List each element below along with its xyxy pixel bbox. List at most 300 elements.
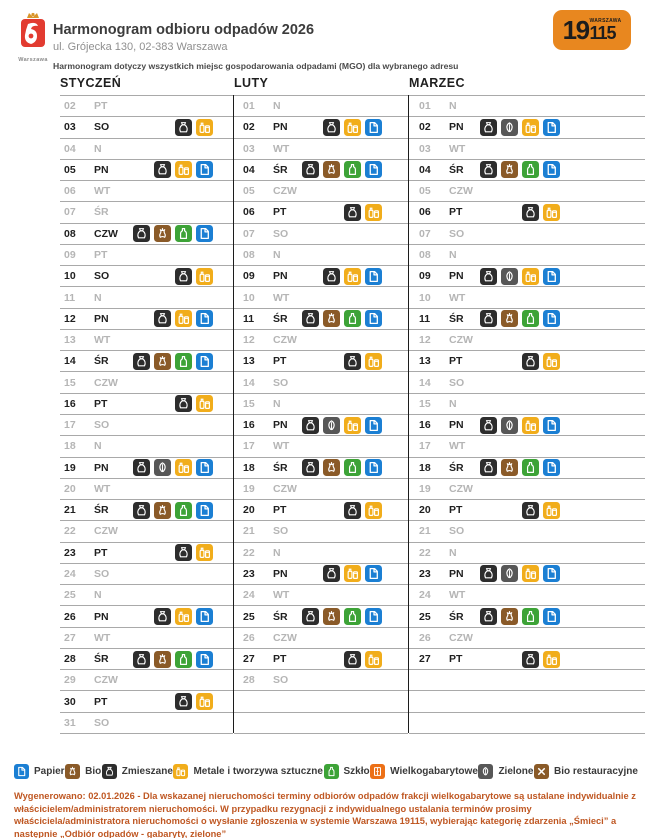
- day-number: 12: [243, 334, 255, 347]
- calendar-row: [234, 436, 408, 457]
- waste-icon-papier: [543, 268, 560, 285]
- day-of-week: PT: [273, 206, 287, 219]
- hotline-city: WARSZAWA: [589, 18, 622, 24]
- day-number: 19: [419, 482, 431, 495]
- day-number: 10: [64, 270, 76, 283]
- pickup-icons: [175, 395, 213, 412]
- waste-icon-metale: [543, 651, 560, 668]
- waste-icon-bio: [501, 310, 518, 327]
- calendar-row: [60, 309, 233, 330]
- pickup-icons: [344, 353, 382, 370]
- waste-icon-metale: [522, 119, 539, 136]
- calendar-row: [60, 500, 233, 521]
- footer-note: Wygenerowano: 02.01.2026 - Dla wskazanej nieruchomości terminy odbiorów odpadów frakcji wielkogabarytowe są ustalane indywidualnie z właścicielem/administratorem nieruchomości. W przypadku rezygnacji z indywidualnego ustalania terminów prosimy właściciela/administratora nieruchomości o wysłanie zgłoszenia w systemie Warszawa 19115, wybierając kategorię zdarzenia „Śmieci” a następnie „Odbiór odpadów - gabaryty, zielone”: [14, 791, 636, 838]
- pickup-icons: [522, 502, 560, 519]
- calendar-row: [234, 287, 408, 308]
- month-column-1: [60, 76, 233, 734]
- calendar-row: [234, 564, 408, 585]
- waste-icon-metale: [365, 651, 382, 668]
- day-of-week: N: [449, 100, 457, 113]
- day-number: 27: [419, 653, 431, 666]
- pickup-icons: [302, 459, 382, 476]
- day-number: 07: [419, 227, 431, 240]
- calendar-row: [234, 351, 408, 372]
- waste-icon-zmieszane: [154, 608, 171, 625]
- calendar-row: [409, 713, 645, 734]
- waste-icon-zmieszane: [133, 651, 150, 668]
- calendar-row: [60, 479, 233, 500]
- waste-icon-wielkogabarytowe: [370, 764, 385, 779]
- waste-icon-zmieszane: [102, 764, 117, 779]
- calendar-row: [409, 160, 645, 181]
- pickup-icons: [480, 268, 560, 285]
- day-number: 21: [243, 525, 255, 538]
- calendar-row: [409, 394, 645, 415]
- calendar-row: [409, 500, 645, 521]
- waste-icon-papier: [543, 417, 560, 434]
- day-of-week: WT: [273, 142, 290, 155]
- waste-icon-zmieszane: [302, 417, 319, 434]
- day-of-week: ŚR: [273, 461, 288, 474]
- waste-icon-zielone: [501, 119, 518, 136]
- day-of-week: PN: [273, 270, 288, 283]
- calendar-row: [60, 628, 233, 649]
- day-number: 01: [243, 100, 255, 113]
- waste-icon-metale: [522, 565, 539, 582]
- calendar-row: [60, 415, 233, 436]
- legend-item-zmieszane: [102, 764, 173, 779]
- calendar-row: [60, 670, 233, 691]
- day-number: 26: [243, 631, 255, 644]
- day-number: 04: [243, 163, 255, 176]
- day-of-week: CZW: [94, 376, 118, 389]
- day-of-week: PN: [449, 567, 464, 580]
- waste-icon-papier: [365, 161, 382, 178]
- day-of-week: N: [94, 142, 102, 155]
- day-of-week: WT: [449, 291, 466, 304]
- calendar-row: [409, 521, 645, 542]
- day-of-week: CZW: [94, 227, 118, 240]
- waste-icon-zielone: [501, 268, 518, 285]
- waste-icon-papier: [365, 119, 382, 136]
- waste-icon-zmieszane: [522, 353, 539, 370]
- day-number: 02: [64, 100, 76, 113]
- calendar-row: [60, 372, 233, 393]
- waste-icon-zmieszane: [344, 353, 361, 370]
- waste-icon-papier: [196, 225, 213, 242]
- pickup-icons: [323, 268, 382, 285]
- day-of-week: SO: [449, 227, 465, 240]
- day-number: 02: [243, 121, 255, 134]
- waste-icon-papier: [196, 459, 213, 476]
- day-of-week: N: [273, 100, 281, 113]
- day-of-week: WT: [449, 589, 466, 602]
- day-of-week: CZW: [273, 631, 297, 644]
- waste-icon-bio: [323, 608, 340, 625]
- waste-icon-metale: [522, 268, 539, 285]
- month-title: STYCZEŃ: [60, 76, 122, 90]
- waste-icon-papier: [543, 119, 560, 136]
- waste-icon-szklo: [522, 459, 539, 476]
- legend-label: Metale i tworzywa sztuczne: [193, 766, 323, 777]
- calendar-row: [409, 628, 645, 649]
- calendar-row: [409, 117, 645, 138]
- waste-icon-zmieszane: [133, 225, 150, 242]
- day-number: 09: [64, 248, 76, 261]
- waste-icon-szklo: [175, 502, 192, 519]
- day-of-week: ŚR: [273, 163, 288, 176]
- waste-icon-papier: [543, 459, 560, 476]
- pickup-icons: [344, 502, 382, 519]
- waste-icon-zmieszane: [522, 204, 539, 221]
- waste-icon-papier: [196, 608, 213, 625]
- calendar-row: [409, 351, 645, 372]
- day-of-week: PN: [273, 567, 288, 580]
- waste-icon-szklo: [522, 310, 539, 327]
- day-of-week: N: [449, 248, 457, 261]
- pickup-icons: [323, 119, 382, 136]
- calendar-row: [409, 670, 645, 691]
- pickup-icons: [480, 119, 560, 136]
- calendar-row: [60, 117, 233, 138]
- day-of-week: PT: [273, 355, 287, 368]
- calendar-row: [234, 649, 408, 670]
- waste-icon-papier: [543, 161, 560, 178]
- day-number: 09: [243, 270, 255, 283]
- pickup-icons: [133, 353, 213, 370]
- calendar-row: [409, 415, 645, 436]
- waste-icon-zmieszane: [302, 310, 319, 327]
- waste-icon-bio: [323, 161, 340, 178]
- day-of-week: CZW: [94, 674, 118, 687]
- day-of-week: SO: [94, 716, 110, 729]
- calendar-row: [409, 479, 645, 500]
- calendar-row: [60, 96, 233, 117]
- legend-label: Zmieszane: [121, 766, 173, 777]
- waste-icon-szklo: [344, 161, 361, 178]
- calendar-row: [60, 564, 233, 585]
- day-number: 08: [243, 248, 255, 261]
- waste-icon-metale: [365, 204, 382, 221]
- calendar-row: [60, 458, 233, 479]
- calendar-row: [234, 139, 408, 160]
- waste-icon-bio: [501, 459, 518, 476]
- day-number: 18: [419, 461, 431, 474]
- month-title: LUTY: [234, 76, 269, 90]
- day-number: 06: [243, 206, 255, 219]
- day-of-week: SO: [273, 227, 289, 240]
- calendar-row: [409, 543, 645, 564]
- waste-icon-metale: [196, 693, 213, 710]
- calendar-row: [60, 649, 233, 670]
- day-of-week: CZW: [449, 482, 473, 495]
- waste-icon-zmieszane: [522, 502, 539, 519]
- pickup-icons: [323, 565, 382, 582]
- calendar-row: [409, 330, 645, 351]
- day-number: 03: [419, 142, 431, 155]
- day-number: 13: [243, 355, 255, 368]
- warsaw-logo: [12, 12, 54, 66]
- waste-icon-szklo: [175, 225, 192, 242]
- waste-icon-zmieszane: [480, 119, 497, 136]
- day-of-week: N: [273, 397, 281, 410]
- calendar-row: [409, 309, 645, 330]
- waste-icon-szklo: [522, 161, 539, 178]
- day-of-week: CZW: [273, 185, 297, 198]
- day-number: 17: [64, 419, 76, 432]
- pickup-icons: [480, 310, 560, 327]
- waste-icon-zielone: [323, 417, 340, 434]
- waste-icon-bio-restauracyjne: [534, 764, 549, 779]
- day-number: 04: [419, 163, 431, 176]
- day-of-week: PT: [449, 504, 463, 517]
- day-of-week: PN: [94, 163, 109, 176]
- waste-icon-bio: [154, 651, 171, 668]
- calendar-row: [409, 245, 645, 266]
- day-of-week: WT: [449, 440, 466, 453]
- legend-item-bio-restauracyjne: [534, 764, 638, 779]
- day-number: 17: [243, 440, 255, 453]
- waste-icon-papier: [196, 161, 213, 178]
- day-of-week: PN: [449, 270, 464, 283]
- calendar-row: [409, 585, 645, 606]
- day-number: 11: [64, 291, 76, 304]
- calendar-row: [409, 458, 645, 479]
- waste-icon-papier: [365, 459, 382, 476]
- pickup-icons: [133, 502, 213, 519]
- day-of-week: PT: [273, 504, 287, 517]
- waste-icon-zmieszane: [480, 161, 497, 178]
- legend-item-wielkogabarytowe: [370, 764, 478, 779]
- day-number: 01: [419, 100, 431, 113]
- calendar-row: [409, 202, 645, 223]
- day-number: 10: [243, 291, 255, 304]
- calendar-row: [234, 96, 408, 117]
- day-number: 02: [419, 121, 431, 134]
- day-number: 04: [64, 142, 76, 155]
- day-number: 08: [64, 227, 76, 240]
- waste-icon-metale: [175, 608, 192, 625]
- day-number: 25: [64, 589, 76, 602]
- waste-icon-szklo: [344, 459, 361, 476]
- waste-icon-zmieszane: [175, 395, 192, 412]
- waste-icon-zmieszane: [522, 651, 539, 668]
- day-of-week: SO: [273, 674, 289, 687]
- calendar-row: [234, 543, 408, 564]
- calendar-row: [60, 713, 233, 734]
- hotline-19: 19: [562, 15, 589, 45]
- waste-icon-szklo: [344, 608, 361, 625]
- day-number: 23: [243, 567, 255, 580]
- day-of-week: WT: [449, 142, 466, 155]
- waste-icon-bio: [323, 459, 340, 476]
- waste-icon-zmieszane: [175, 268, 192, 285]
- day-number: 18: [64, 440, 76, 453]
- day-of-week: N: [94, 589, 102, 602]
- schedule-note: Harmonogram dotyczy wszystkich miejsc gospodarowania odpadami (MGO) dla wybranego adresu: [53, 61, 459, 71]
- day-number: 06: [419, 206, 431, 219]
- pickup-icons: [175, 268, 213, 285]
- waste-icon-bio: [65, 764, 80, 779]
- day-of-week: PN: [94, 461, 109, 474]
- hotline-19115-logo: [553, 10, 631, 50]
- calendar-row: [60, 287, 233, 308]
- day-number: 20: [419, 504, 431, 517]
- calendar-row: [409, 691, 645, 712]
- waste-icon-zielone: [478, 764, 493, 779]
- legend-label: Bio restauracyjne: [554, 766, 638, 777]
- day-of-week: N: [273, 248, 281, 261]
- calendar-row: [60, 606, 233, 627]
- waste-icon-papier: [196, 651, 213, 668]
- day-number: 15: [419, 397, 431, 410]
- day-number: 07: [64, 206, 76, 219]
- calendar-row: [60, 266, 233, 287]
- day-of-week: SO: [273, 525, 289, 538]
- day-of-week: N: [94, 291, 102, 304]
- day-number: 05: [243, 185, 255, 198]
- day-number: 06: [64, 185, 76, 198]
- legend-label: Papier: [34, 766, 65, 777]
- calendar-row: [234, 224, 408, 245]
- calendar-row: [234, 372, 408, 393]
- day-number: 16: [419, 419, 431, 432]
- waste-icon-zmieszane: [344, 651, 361, 668]
- waste-icon-szklo: [344, 310, 361, 327]
- day-number: 30: [64, 695, 76, 708]
- day-of-week: PT: [449, 206, 463, 219]
- day-of-week: WT: [273, 291, 290, 304]
- day-of-week: ŚR: [94, 206, 109, 219]
- pickup-icons: [133, 225, 213, 242]
- waste-icon-papier: [196, 353, 213, 370]
- month-title: MARZEC: [409, 76, 465, 90]
- day-number: 08: [419, 248, 431, 261]
- day-of-week: CZW: [273, 334, 297, 347]
- day-of-week: PT: [94, 397, 108, 410]
- pickup-icons: [302, 608, 382, 625]
- day-of-week: ŚR: [94, 504, 109, 517]
- waste-icon-papier: [543, 565, 560, 582]
- calendar-row: [409, 606, 645, 627]
- day-of-week: SO: [273, 376, 289, 389]
- day-of-week: PN: [94, 610, 109, 623]
- day-number: 24: [64, 567, 76, 580]
- waste-icon-szklo: [175, 651, 192, 668]
- calendar-row: [234, 713, 408, 734]
- waste-icon-zmieszane: [133, 502, 150, 519]
- pickup-icons: [344, 204, 382, 221]
- calendar-row: [60, 521, 233, 542]
- day-of-week: PT: [94, 100, 108, 113]
- waste-icon-zmieszane: [302, 608, 319, 625]
- day-of-week: ŚR: [449, 610, 464, 623]
- waste-icon-zmieszane: [323, 565, 340, 582]
- waste-icon-metale: [196, 544, 213, 561]
- pickup-icons: [480, 459, 560, 476]
- calendar-row: [234, 202, 408, 223]
- pickup-icons: [480, 565, 560, 582]
- waste-icon-metale: [344, 119, 361, 136]
- pickup-icons: [480, 417, 560, 434]
- waste-icon-metale: [365, 353, 382, 370]
- day-of-week: SO: [449, 525, 465, 538]
- day-number: 24: [419, 589, 431, 602]
- waste-icon-zielone: [154, 459, 171, 476]
- calendar-row: [234, 394, 408, 415]
- waste-icon-metale: [175, 459, 192, 476]
- waste-icon-metale: [173, 764, 188, 779]
- waste-icon-szklo: [522, 608, 539, 625]
- day-number: 21: [419, 525, 431, 538]
- waste-icon-metale: [543, 353, 560, 370]
- pickup-icons: [302, 417, 382, 434]
- waste-icon-bio: [501, 161, 518, 178]
- calendar-row: [234, 330, 408, 351]
- legend-label: Szkło: [343, 766, 370, 777]
- waste-icon-metale: [522, 417, 539, 434]
- day-number: 22: [64, 525, 76, 538]
- day-of-week: ŚR: [273, 312, 288, 325]
- legend-item-szklo: [324, 764, 370, 779]
- day-of-week: PT: [94, 546, 108, 559]
- day-number: 23: [64, 546, 76, 559]
- day-number: 13: [64, 334, 76, 347]
- day-of-week: PT: [449, 355, 463, 368]
- calendar-row: [234, 585, 408, 606]
- waste-icon-metale: [196, 268, 213, 285]
- waste-icon-zmieszane: [480, 417, 497, 434]
- day-of-week: PT: [449, 653, 463, 666]
- day-of-week: WT: [94, 185, 111, 198]
- waste-icon-zmieszane: [175, 693, 192, 710]
- legend-item-papier: [14, 764, 65, 779]
- waste-icon-metale: [175, 310, 192, 327]
- pickup-icons: [302, 310, 382, 327]
- waste-icon-bio: [323, 310, 340, 327]
- month-column-3: [409, 76, 645, 734]
- warsaw-crest-icon: [16, 12, 50, 56]
- calendar-row: [60, 160, 233, 181]
- day-of-week: ŚR: [94, 653, 109, 666]
- day-of-week: PN: [273, 121, 288, 134]
- waste-icon-zmieszane: [175, 544, 192, 561]
- calendar-row: [409, 372, 645, 393]
- day-of-week: N: [449, 546, 457, 559]
- waste-icon-papier: [365, 310, 382, 327]
- day-of-week: PN: [449, 121, 464, 134]
- month-column-2: [234, 76, 408, 734]
- day-number: 22: [243, 546, 255, 559]
- day-of-week: ŚR: [449, 312, 464, 325]
- day-number: 31: [64, 716, 76, 729]
- pickup-icons: [154, 161, 213, 178]
- pickup-icons: [133, 459, 213, 476]
- waste-icon-zmieszane: [480, 268, 497, 285]
- calendar-row: [60, 585, 233, 606]
- day-of-week: N: [449, 397, 457, 410]
- day-number: 16: [64, 397, 76, 410]
- day-number: 12: [419, 334, 431, 347]
- day-number: 17: [419, 440, 431, 453]
- warsaw-logo-label: Warszawa: [18, 57, 48, 63]
- day-number: 10: [419, 291, 431, 304]
- legend-label: Zielone: [498, 766, 534, 777]
- day-number: 15: [64, 376, 76, 389]
- waste-icon-zielone: [501, 565, 518, 582]
- calendar-row: [60, 202, 233, 223]
- day-number: 21: [64, 504, 76, 517]
